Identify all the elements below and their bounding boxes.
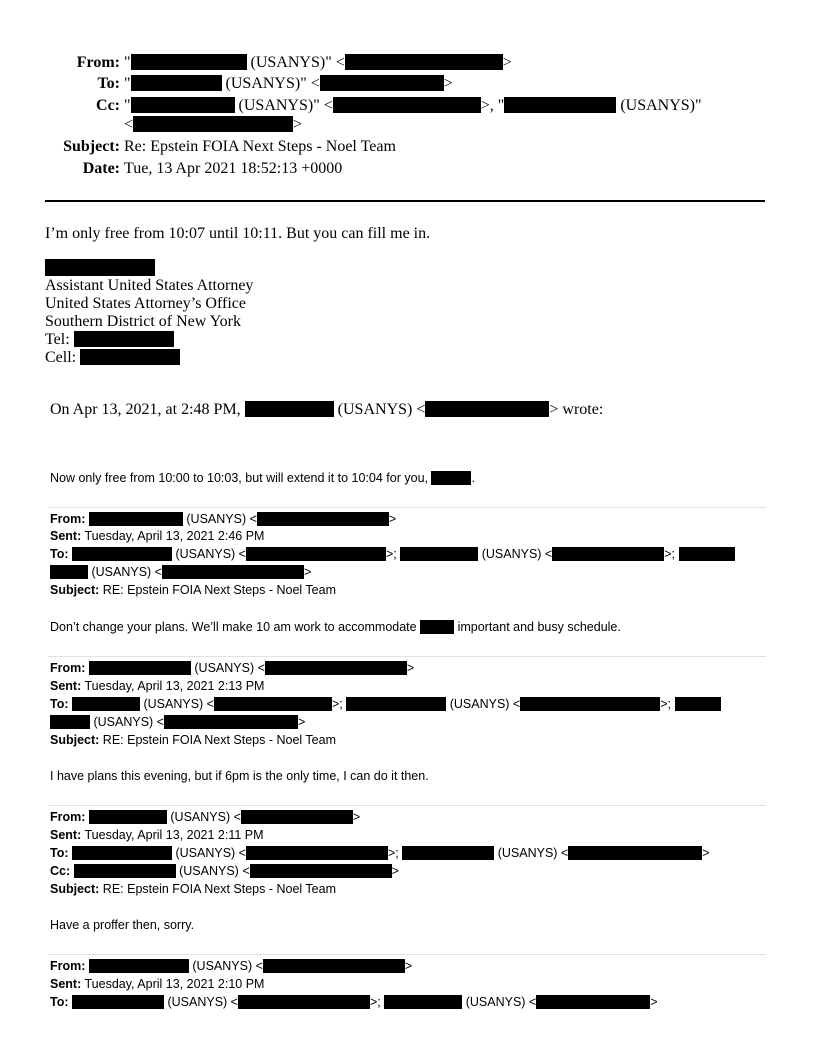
redaction bbox=[402, 846, 494, 860]
signature-tel: Tel: bbox=[45, 331, 174, 349]
redaction bbox=[333, 97, 481, 113]
to-label: To: bbox=[97, 75, 120, 92]
redaction bbox=[72, 697, 140, 711]
redaction bbox=[552, 547, 664, 561]
signature-title: Assistant United States Attorney bbox=[45, 277, 254, 294]
redaction bbox=[214, 697, 332, 711]
redaction bbox=[345, 54, 503, 70]
quoted-to: To: (USANYS) < >; (USANYS) < >; bbox=[50, 547, 735, 561]
message-separator bbox=[48, 805, 766, 806]
redaction bbox=[89, 661, 191, 675]
quoted-subject: Subject: RE: Epstein FOIA Next Steps - Noel Team bbox=[50, 733, 336, 747]
signature-district: Southern District of New York bbox=[45, 313, 241, 330]
cc-label: Cc: bbox=[96, 97, 120, 114]
from-label: From: bbox=[76, 54, 120, 71]
quote-intro: On Apr 13, 2021, at 2:48 PM, (USANYS) < > wrote: bbox=[50, 401, 604, 418]
redaction bbox=[246, 846, 388, 860]
redaction bbox=[89, 810, 167, 824]
subject-label: Subject: bbox=[63, 138, 120, 155]
redaction bbox=[520, 697, 660, 711]
redaction bbox=[241, 810, 353, 824]
redaction bbox=[431, 471, 471, 485]
quoted-subject: Subject: RE: Epstein FOIA Next Steps - Noel Team bbox=[50, 583, 336, 597]
redaction bbox=[89, 959, 189, 973]
redaction bbox=[246, 547, 386, 561]
message-text: I’m only free from 10:07 until 10:11. But you can fill me in. bbox=[45, 225, 431, 242]
date-value: Tue, 13 Apr 2021 18:52:13 +0000 bbox=[124, 160, 343, 177]
redaction bbox=[320, 75, 444, 91]
redaction bbox=[164, 715, 298, 729]
redaction bbox=[50, 715, 90, 729]
quoted-body: I have plans this evening, but if 6pm is the only time, I can do it then. bbox=[50, 769, 429, 783]
quoted-subject: Subject: RE: Epstein FOIA Next Steps - Noel Team bbox=[50, 882, 336, 896]
cc-value-cont: < > bbox=[124, 116, 303, 133]
quoted-sent: Sent: Tuesday, April 13, 2021 2:11 PM bbox=[50, 828, 264, 842]
quoted-to: To: (USANYS) < >; (USANYS) < >; bbox=[50, 697, 721, 711]
quoted-to-cont: (USANYS) < > bbox=[50, 715, 305, 729]
redaction bbox=[72, 547, 172, 561]
signature-office: United States Attorney’s Office bbox=[45, 295, 246, 312]
reply-text: Now only free from 10:00 to 10:03, but will extend it to 10:04 for you, . bbox=[50, 471, 475, 485]
redaction bbox=[131, 54, 247, 70]
quoted-from: From: (USANYS) < > bbox=[50, 661, 415, 675]
quoted-body: Don’t change your plans. We’ll make 10 am work to accommodate important and busy schedule. bbox=[50, 620, 621, 634]
quoted-to-cont: (USANYS) < > bbox=[50, 565, 311, 579]
redaction bbox=[536, 995, 650, 1009]
quoted-body: Have a proffer then, sorry. bbox=[50, 918, 195, 932]
signature-cell: Cell: bbox=[45, 349, 180, 367]
date-label: Date: bbox=[82, 160, 120, 177]
redaction bbox=[74, 864, 176, 878]
message-separator bbox=[48, 954, 766, 955]
quoted-from: From: (USANYS) < > bbox=[50, 810, 361, 824]
redaction bbox=[679, 547, 735, 561]
redaction bbox=[265, 661, 407, 675]
message-separator bbox=[48, 656, 766, 657]
redaction bbox=[346, 697, 446, 711]
redaction bbox=[400, 547, 478, 561]
quoted-from: From: (USANYS) < > bbox=[50, 512, 397, 526]
quoted-sent: Sent: Tuesday, April 13, 2021 2:46 PM bbox=[50, 529, 265, 543]
quoted-from: From: (USANYS) < > bbox=[50, 959, 413, 973]
quoted-cc: Cc: (USANYS) < > bbox=[50, 864, 399, 878]
cc-value: " (USANYS)" < >, " (USANYS)" bbox=[124, 97, 702, 114]
quoted-to: To: (USANYS) < >; (USANYS) < > bbox=[50, 995, 658, 1009]
quoted-sent: Sent: Tuesday, April 13, 2021 2:13 PM bbox=[50, 679, 265, 693]
redaction bbox=[245, 401, 334, 417]
redaction bbox=[263, 959, 405, 973]
redaction bbox=[384, 995, 462, 1009]
redaction bbox=[425, 401, 549, 417]
redaction bbox=[568, 846, 702, 860]
redaction bbox=[72, 846, 172, 860]
redaction bbox=[133, 116, 293, 132]
message-separator bbox=[48, 507, 766, 508]
redaction bbox=[250, 864, 392, 878]
redaction bbox=[257, 512, 389, 526]
redaction bbox=[238, 995, 370, 1009]
signature-name-redaction bbox=[45, 259, 155, 276]
redaction bbox=[131, 97, 235, 113]
to-value: " (USANYS)" < > bbox=[124, 75, 453, 92]
redaction bbox=[72, 995, 164, 1009]
redaction bbox=[74, 331, 174, 347]
quoted-to: To: (USANYS) < >; (USANYS) < > bbox=[50, 846, 710, 860]
quoted-sent: Sent: Tuesday, April 13, 2021 2:10 PM bbox=[50, 977, 265, 991]
redaction bbox=[162, 565, 304, 579]
redaction bbox=[89, 512, 183, 526]
from-value: " (USANYS)" < > bbox=[124, 54, 512, 71]
redaction bbox=[420, 620, 454, 634]
redaction bbox=[504, 97, 616, 113]
subject-value: Re: Epstein FOIA Next Steps - Noel Team bbox=[124, 138, 396, 155]
redaction bbox=[50, 565, 88, 579]
redaction bbox=[675, 697, 721, 711]
redaction bbox=[80, 349, 180, 365]
redaction bbox=[131, 75, 222, 91]
header-divider bbox=[45, 200, 765, 202]
